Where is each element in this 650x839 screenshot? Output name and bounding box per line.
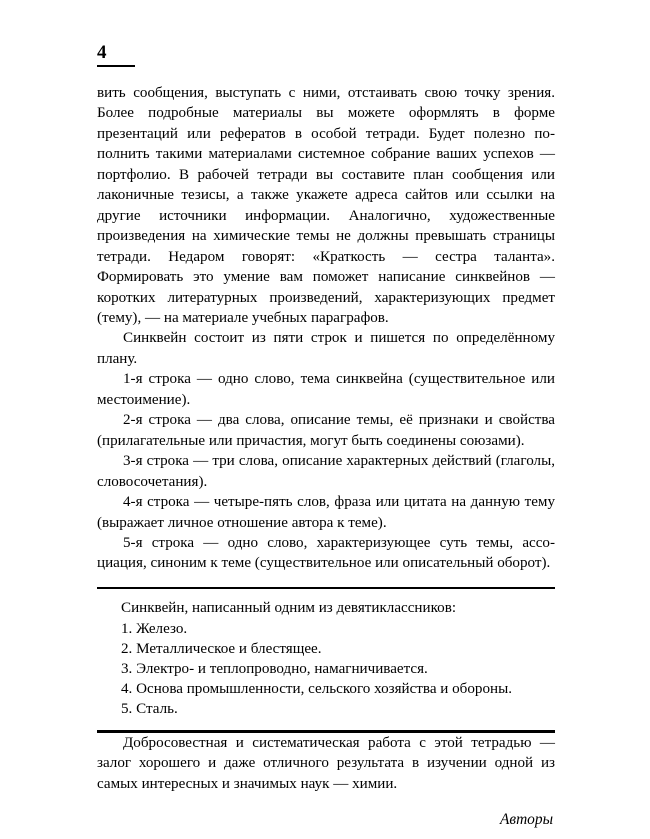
paragraph-line-rule-2: 2-я строка — два слова, описание темы, её признаки и свойства (прилагательные или причастия, могут быть соединены союзами).	[97, 412, 555, 449]
authors-signature: Авторы	[499, 810, 553, 828]
list-item: 1. Железо.	[121, 620, 188, 637]
list-item: 5. Сталь.	[121, 700, 178, 717]
text-column	[97, 83, 555, 830]
paragraph-closing: Добросовестная и систематическая работа с этой тетрадью — залог хорошего и даже отличного результата в изучении одной из самых интересных и значимых наук — химии.	[97, 734, 555, 792]
list-item: 4. Основа промышленности, сельского хозяйства и обороны.	[121, 680, 512, 697]
example-block-top-rule	[97, 587, 555, 590]
folio-underline-rule	[97, 65, 135, 67]
list-item: 3. Электро- и теплопроводно, намагничивается.	[121, 660, 428, 677]
paragraph-line-rule-5: 5-я строка — одно слово, характеризующее суть темы, ассоциация, синоним к теме (существительное или описательный оборот).	[97, 534, 555, 572]
list-item: 2. Металлическое и блестящее.	[121, 640, 322, 657]
example-lead-text: Синквейн, написанный одним из девятиклассников:	[121, 600, 457, 617]
paragraph-continuation: вить сообщения, выступать с ними, отстаивать свою точку зрения. Более подробные материалы вы можете оформлять в форме презентаций или рефератов в особой тетради. Будет полезно пополнить такими материалами системное собрание ваших успехов — портфолио. В рабочей тетради вы составите план сообщения или лаконичные тезисы, а также укажете адреса сайтов или ссылки на другие источники информации. Аналогично, художественные произведения на химические темы не должны превышать страницы тетради. Недаром говорят: «Краткость — сестра таланта». Формировать это умение вам поможет написание синквейнов — коротких литературных произведений, характеризующих предмет (тему), — на материале учебных параграфов.	[97, 85, 555, 326]
example-block	[97, 598, 555, 719]
paragraph-line-rule-3: 3-я строка — три слова, описание характерных действий (глаголы, словосочетания).	[97, 453, 555, 490]
paragraph-line-rule-1: 1-я строка — одно слово, тема синквейна (существительное или местоимение).	[97, 371, 555, 408]
example-list	[97, 619, 555, 719]
paragraph-line-rule-4: 4-я строка — четыре-пять слов, фраза или цитата на данную тему (выражает личное отношение автора к теме).	[97, 494, 555, 531]
page-number: 4	[97, 42, 107, 63]
page-folio	[97, 43, 157, 67]
paragraph-sinkvein-intro: Синквейн состоит из пяти строк и пишется по определённому плану.	[97, 330, 555, 367]
